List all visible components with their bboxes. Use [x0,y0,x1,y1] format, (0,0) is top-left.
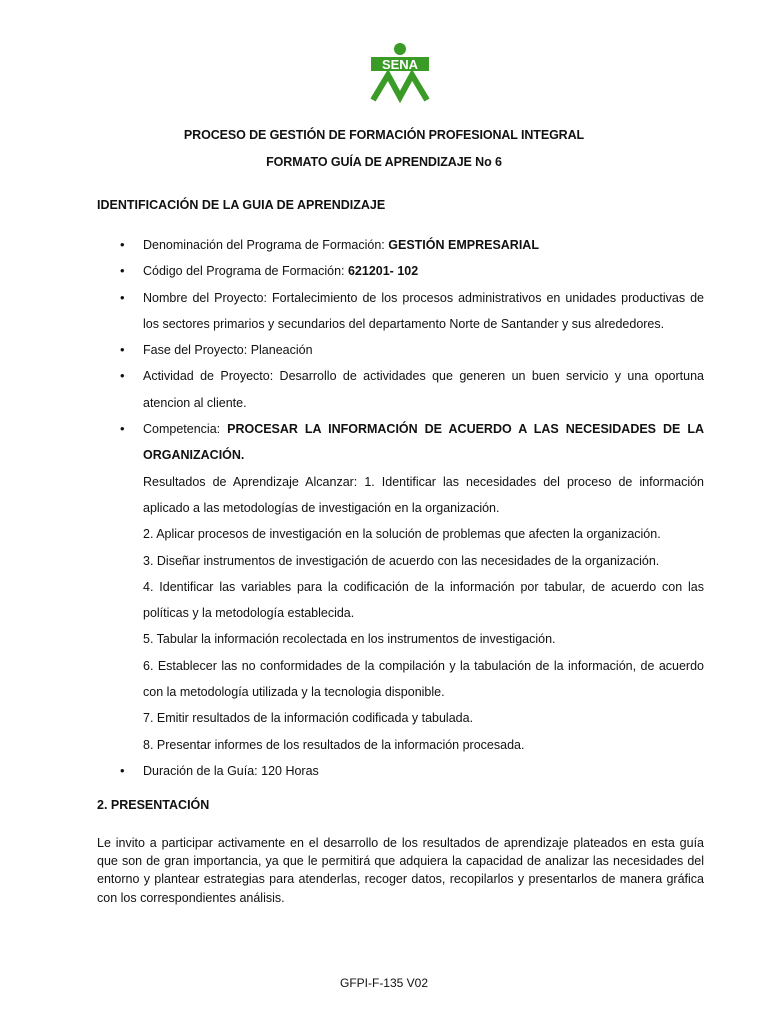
list-item [120,416,704,758]
competencia-label: Competencia: [143,422,228,437]
list-item [120,758,704,784]
resultados-intro: Resultados de Aprendizaje Alcanzar: 1. Identificar las necesidades del proceso de información aplicado a las metodologías de investigación en la organización. [143,474,704,515]
bullet-icon: • [120,263,125,279]
proyecto-text: Nombre del Proyecto: Fortalecimiento de los procesos administrativos en unidades productivas de los sectores primarios y secundarios del departamento Norte de Santander y sus alrededores. [143,290,704,331]
fase-text: Fase del Proyecto: Planeación [143,343,313,358]
duracion-text: Duración de la Guía: 120 Horas [143,763,319,778]
document-code: GFPI-F-135 V02 [339,976,429,990]
presentation-paragraph: Le invito a participar activamente en el desarrollo de los resultados de aprendizaje plateados en esta guía que son de gran importancia, ya que le permitirá que adquiera la capacidad de analizar las necesidades del entorno y plantear estrategias para atenderlas, recoger datos, recopilarlos y presentarlos de manera gráfica con los correspondientes análisis. [97,836,704,905]
header-line-1: PROCESO DE GESTIÓN DE FORMACIÓN PROFESIONAL INTEGRAL [183,128,585,142]
resultado-item: 2. Aplicar procesos de investigación en la solución de problemas que afecten la organización. [143,527,661,542]
section-1-title: IDENTIFICACIÓN DE LA GUIA DE APRENDIZAJE [97,198,386,212]
list-item [120,337,704,363]
header-line-2: FORMATO GUÍA DE APRENDIZAJE No 6 [266,155,502,169]
bullet-icon: • [120,421,125,437]
codigo-value: 621201- 102 [347,264,419,279]
programa-label: Denominación del Programa de Formación: [143,238,389,252]
bullet-icon: • [120,237,125,252]
identification-list [120,232,704,784]
competencia-value: PROCESAR LA INFORMACIÓN DE ACUERDO A LAS NECESIDADES DE LA ORGANIZACIÓN. [143,422,704,463]
list-item [120,258,704,284]
resultado-item: 8. Presentar informes de los resultados de la información procesada. [143,737,525,752]
list-item [120,232,704,258]
bullet-icon: • [120,368,125,384]
section-2-title: 2. PRESENTACIÓN [97,798,210,812]
actividad-text: Actividad de Proyecto: Desarrollo de actividades que generen un buen servicio y una oportuna atencion al cliente. [143,369,704,410]
logo-text: SENA [381,57,419,72]
resultado-item: 7. Emitir resultados de la información codificada y tabulada. [143,711,474,726]
resultado-item: 3. Diseñar instrumentos de investigación de acuerdo con las necesidades de la organización. [143,553,660,568]
codigo-label: Código del Programa de Formación: [143,264,348,279]
resultado-item: 6. Establecer las no conformidades de la compilación y la tabulación de la información, de acuerdo con la metodología utilizada y la tecnologia disponible. [143,658,704,700]
programa-value: GESTIÓN EMPRESARIAL [388,238,539,252]
list-item [120,363,704,416]
sena-logo [369,42,431,104]
resultado-item: 4. Identificar las variables para la codificación de la información por tabular, de acuerdo con las políticas y la metodología establecida. [143,579,704,621]
resultado-item: 5. Tabular la información recolectada en los instrumentos de investigación. [143,632,556,647]
bullet-icon: • [120,342,125,358]
bullet-icon: • [120,289,125,305]
bullet-icon: • [120,762,125,778]
list-item [120,285,704,338]
